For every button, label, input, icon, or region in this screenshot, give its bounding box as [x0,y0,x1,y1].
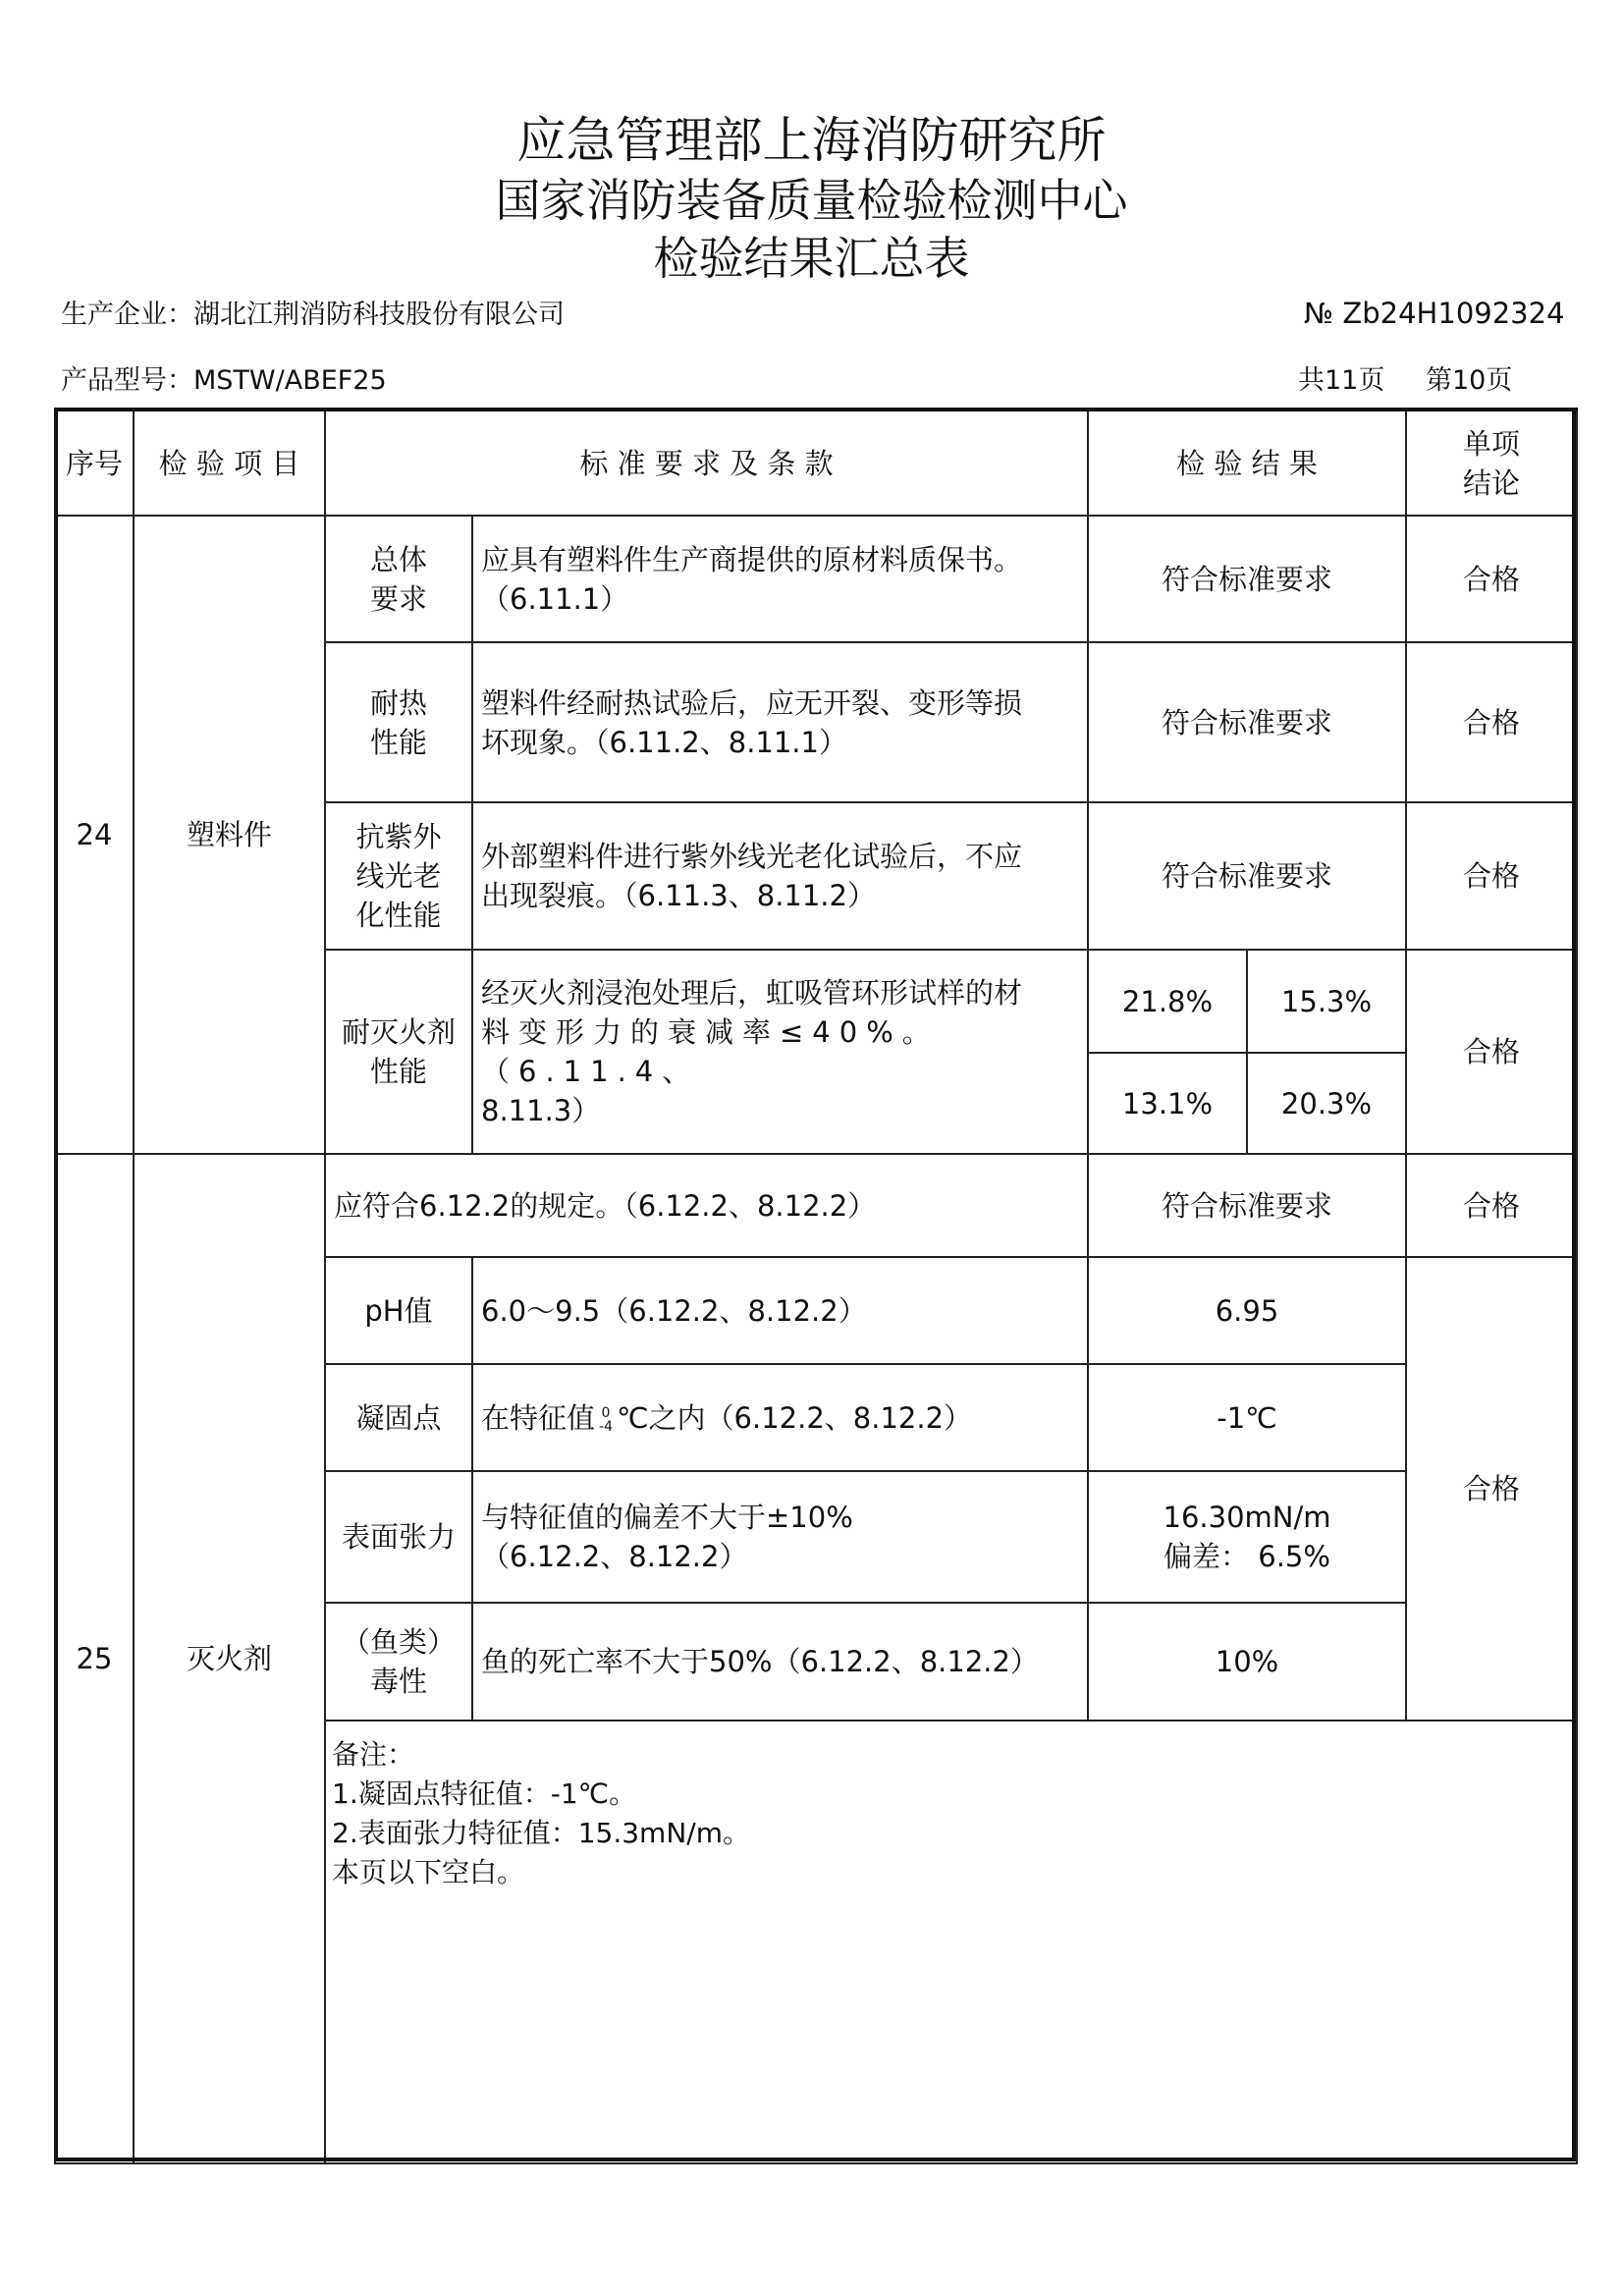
column-header-conclusion-line2: 结论 [1462,465,1520,500]
result-value-3: 13.1% [1088,1053,1247,1154]
conclusion-value: 合格 [1406,1257,1577,1721]
result-value: 符合标准要求 [1088,1154,1406,1257]
requirement-text: 鱼的死亡率不大于50%（6.12.2、8.12.2） [472,1603,1088,1721]
sub-item-name-line: 耐灭火剂 [341,1015,456,1049]
inspection-results-table [54,408,1578,2164]
result-value: 6.95 [1088,1257,1406,1364]
item-plastic-parts: 塑料件 [134,516,325,1154]
conclusion-value: 合格 [1406,516,1577,642]
sub-item-name-line: 性能 [369,725,427,759]
notes-title: 备注： [332,1738,415,1771]
requirement-text [472,1364,1088,1471]
tolerance-fraction [599,1406,613,1434]
column-header-requirement: 标 准 要 求 及 条 款 [325,410,1088,516]
sub-item-name-line: 性能 [369,1055,427,1088]
requirement-text [472,950,1088,1154]
result-value: 符合标准要求 [1088,802,1406,950]
report-number: № Zb24H1092324 [1304,297,1565,330]
column-header-no: 序号 [55,410,134,516]
result-value: -1℃ [1088,1364,1406,1471]
conclusion-value: 合格 [1406,1154,1577,1257]
table-row [55,516,1577,642]
sub-item-name: pH值 [325,1257,472,1364]
requirement-line: 坏现象。（6.11.2、8.11.1） [481,725,847,759]
sub-item-name [325,1603,472,1721]
column-header-conclusion [1406,410,1577,516]
sub-item-name-line: 线光老 [355,859,442,893]
requirement-text [472,516,1088,642]
manufacturer: 生产企业：湖北江荆消防科技股份有限公司 [61,300,565,330]
result-value: 符合标准要求 [1088,642,1406,802]
column-header-conclusion-line1: 单项 [1462,426,1520,461]
notes [325,1721,1577,2163]
notes-line: 本页以下空白。 [332,1856,525,1888]
sub-item-name: 凝固点 [325,1364,472,1471]
sub-item-name [325,516,472,642]
product-model: 产品型号：MSTW/ABEF25 [61,365,387,396]
tolerance-lower: -4 [599,1418,613,1435]
requirement-line: 塑料件经耐热试验后，应无开裂、变形等损 [481,685,1023,720]
result-value [1088,1471,1406,1603]
requirement-line: 与特征值的偏差不大于±10% [481,1501,853,1534]
conclusion-value: 合格 [1406,950,1577,1154]
item-extinguishing-agent: 灭火剂 [134,1154,325,2163]
column-header-result: 检 验 结 果 [1088,410,1406,516]
requirement-text [472,642,1088,802]
result-value: 符合标准要求 [1088,516,1406,642]
sub-item-name-line: 总体 [369,542,427,576]
center-title: 国家消防装备质量检验检测中心 [495,174,1128,227]
result-value-2: 15.3% [1247,950,1406,1053]
notes-line: 1.凝固点特征值：-1℃。 [332,1777,637,1810]
requirement-text: 6.0～9.5（6.12.2、8.12.2） [472,1257,1088,1364]
table-header-row [55,410,1577,516]
document-title: 检验结果汇总表 [653,232,970,285]
org-title: 应急管理部上海消防研究所 [516,112,1107,169]
requirement-text [472,802,1088,950]
row-number-24: 24 [55,516,134,1154]
sub-item-name-line: 毒性 [369,1665,427,1698]
result-value-1: 21.8% [1088,950,1247,1053]
total-pages: 共11页 [1298,365,1385,396]
conclusion-value: 合格 [1406,642,1577,802]
sub-item-name: 表面张力 [325,1471,472,1603]
requirement-line: 经灭火剂浸泡处理后，虹吸管环形试样的材 [481,976,1023,1010]
requirement-suffix: ℃之内（6.12.2、8.12.2） [616,1400,973,1435]
requirement-line: （6.12.2、8.12.2） [481,1540,748,1573]
requirement-text: 应符合6.12.2的规定。（6.12.2、8.12.2） [325,1154,1088,1257]
sub-item-name-line: （鱼类） [341,1625,456,1659]
requirement-line: 出现裂痕。（6.11.3、8.11.2） [481,879,876,912]
sub-item-name [325,642,472,802]
conclusion-value: 合格 [1406,802,1577,950]
page-number: 第10页 [1426,365,1513,396]
requirement-line: 应具有塑料件生产商提供的原材料质保书。 [481,542,1023,576]
requirement-line: （6.11.1） [481,581,629,616]
requirement-line: 外部塑料件进行紫外线光老化试验后，不应 [481,840,1023,873]
notes-line: 2.表面张力特征值：15.3mN/m。 [332,1817,750,1849]
result-value: 10% [1088,1603,1406,1721]
column-header-item: 检 验 项 目 [134,410,325,516]
result-line: 16.30mN/m [1163,1501,1331,1534]
sub-item-name [325,950,472,1154]
requirement-text [472,1471,1088,1603]
requirement-prefix: 在特征值 [481,1400,596,1435]
requirement-line: 8.11.3） [481,1094,601,1127]
tolerance-upper: 0 [601,1404,611,1421]
result-value-4: 20.3% [1247,1053,1406,1154]
sub-item-name-line: 化性能 [355,899,442,932]
row-number-25: 25 [55,1154,134,2163]
table-row [55,1154,1577,1257]
sub-item-name [325,802,472,950]
sub-item-name-line: 抗紫外 [355,820,442,853]
result-line: 偏差： 6.5% [1163,1540,1330,1573]
requirement-line: 料变形力的衰减率≤40%。（6.11.4、 [481,1015,940,1088]
sub-item-name-line: 要求 [369,581,427,616]
sub-item-name-line: 耐热 [369,685,427,720]
